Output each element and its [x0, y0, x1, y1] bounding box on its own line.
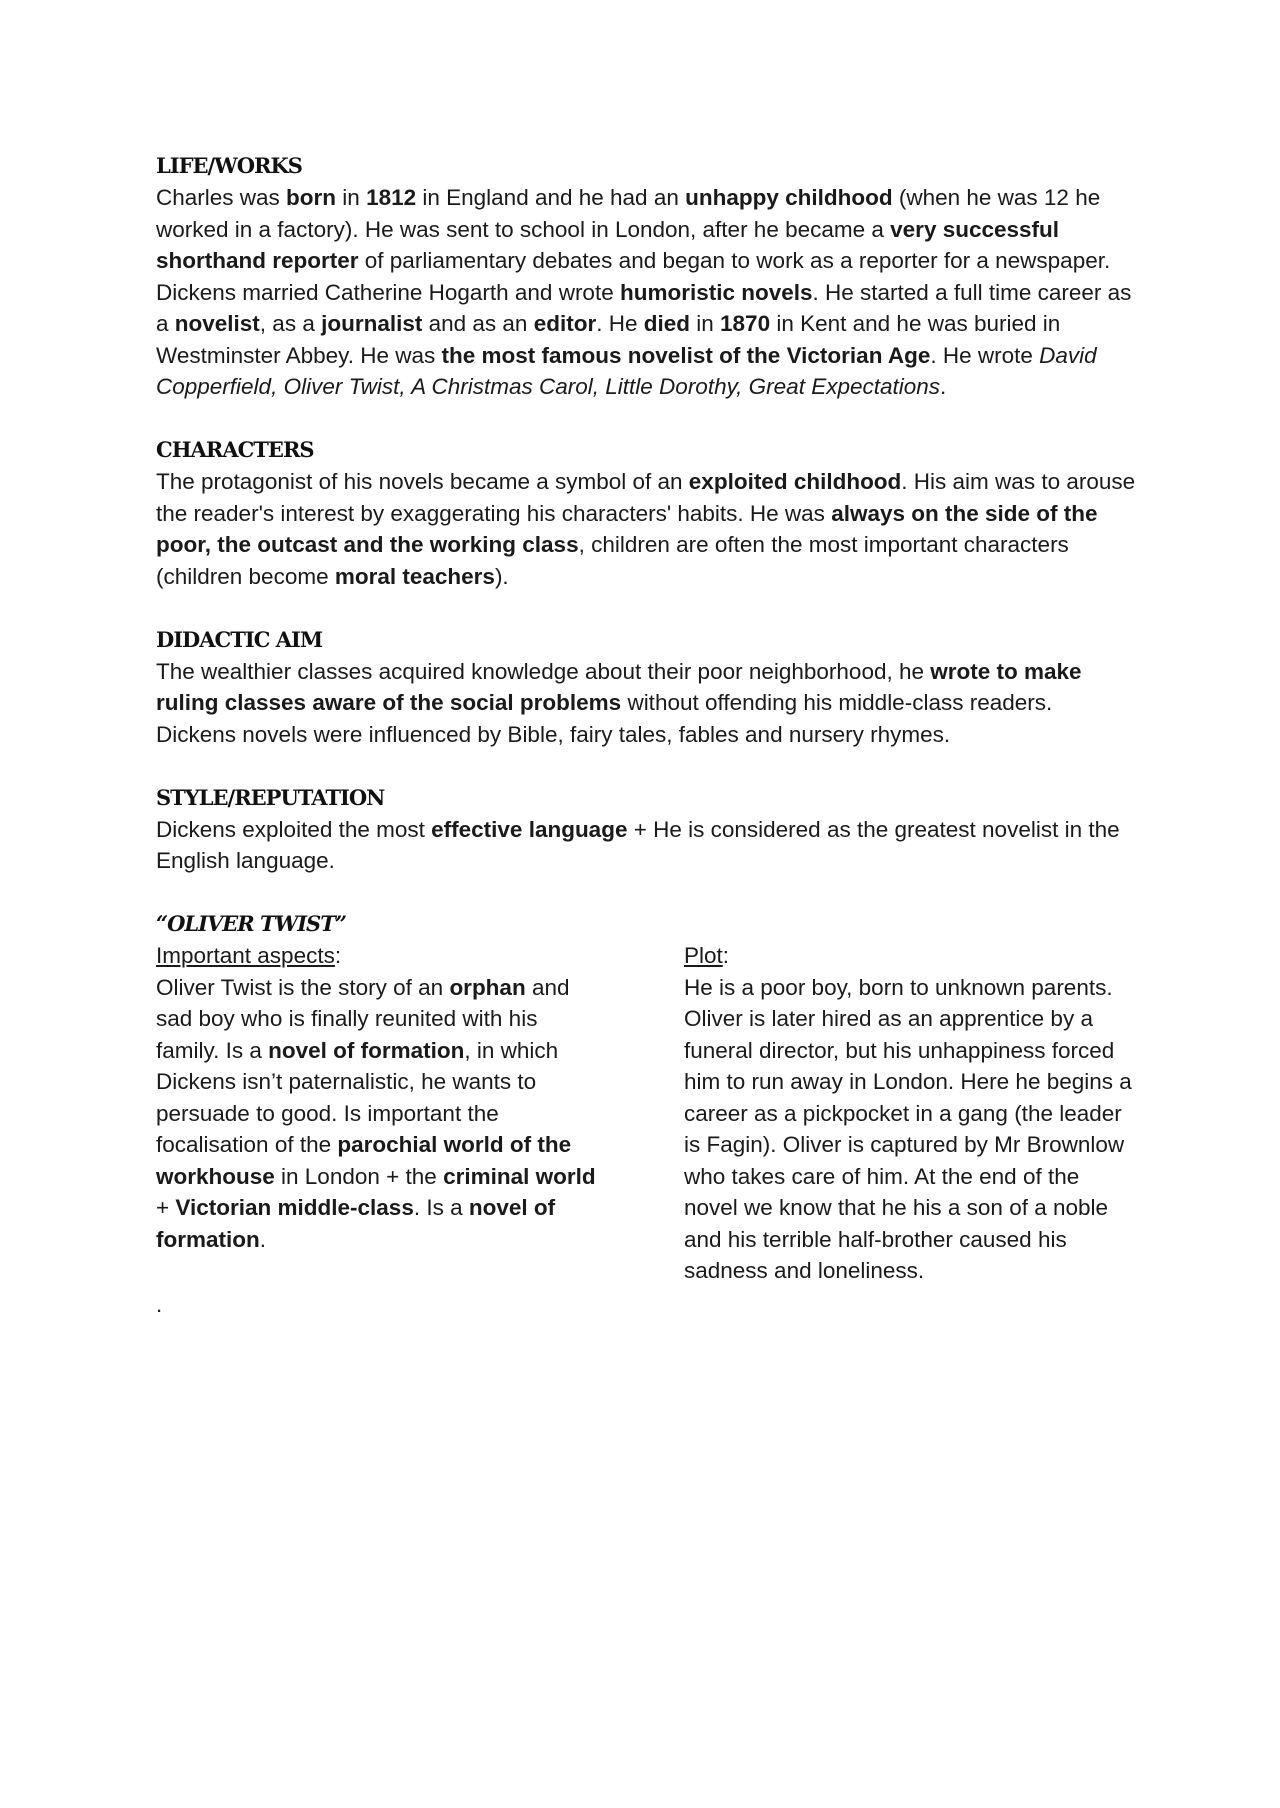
- section-characters: [156, 434, 1136, 592]
- works-list: David Copperfield, Oliver Twist, A Christmas Carol, Little Dorothy, Great Expectations: [156, 342, 1097, 399]
- document-page: [156, 150, 1136, 1320]
- plot-label-line: Plot:: [684, 943, 730, 968]
- section-life-works: [156, 150, 1136, 403]
- heading-characters: CHARACTERS: [156, 437, 314, 462]
- section-oliver-twist: [156, 908, 1136, 1320]
- characters-paragraph: The protagonist of his novels became a symbol of an exploited childhood. His aim was to arouse the reader's interest by exaggerating his characters' habits. He was always on the side of the poor, the outcast and the working class, children are often the most important characters (children become moral teachers).: [156, 469, 1136, 589]
- heading-style-reputation: STYLE/REPUTATION: [156, 784, 385, 810]
- important-aspects-column: [156, 940, 598, 1287]
- heading-life-works: LIFE/WORKS: [156, 153, 302, 178]
- heading-didactic-aim: DIDACTIC AIM: [156, 626, 323, 652]
- oliver-twist-columns: [156, 940, 1136, 1287]
- heading-oliver-twist: “OLIVER TWIST”: [156, 911, 346, 936]
- section-style-reputation: [156, 782, 1136, 877]
- plot-column: [684, 940, 1134, 1287]
- important-aspects-label: Important aspects: [156, 943, 335, 968]
- trailing-dot: .: [156, 1291, 163, 1317]
- didactic-aim-paragraph: The wealthier classes acquired knowledge about their poor neighborhood, he wrote to make ruling classes aware of the social problems without offending his middle-class readers. Dickens novels were influenced by Bible, fairy tales, fables and nursery rhymes.: [156, 658, 1082, 747]
- plot-text: He is a poor boy, born to unknown parents. Oliver is later hired as an apprentice by a funeral director, but his unhappiness forced him to run away in London. Here he begins a career as a pickpocket in a gang (the leader is Fagin). Oliver is captured by Mr Brownlow who takes care of him. At the end of the novel we know that he his a son of a noble and his terrible half-brother caused his sadness and loneliness.: [684, 974, 1132, 1283]
- style-reputation-paragraph: Dickens exploited the most effective language + He is considered as the greatest novelist in the English language.: [156, 816, 1120, 873]
- important-aspects-text: Oliver Twist is the story of an orphan and sad boy who is finally reunited with his family. Is a novel of formation, in which Dickens isn’t paternalistic, he wants to persuade to good. Is important the focalisation of the parochial world of the workhouse in London + the criminal world + Victorian middle-class. Is a novel of formation.: [156, 974, 596, 1252]
- life-works-paragraph: Charles was born in 1812 in England and he had an unhappy childhood (when he was 12 he worked in a factory). He was sent to school in London, after he became a very successful shorthand reporter of parliamentary debates and began to work as a reporter for a newspaper. Dickens married Catherine Hogarth and wrote humoristic novels. He started a full time career as a novelist, as a journalist and as an editor. He died in 1870 in Kent and he was buried in Westminster Abbey. He was the most famous novelist of the Victorian Age. He wrote David Copperfield, Oliver Twist, A Christmas Carol, Little Dorothy, Great Expectations.: [156, 185, 1132, 399]
- plot-label: Plot: [684, 943, 723, 968]
- section-didactic-aim: [156, 624, 1136, 751]
- important-aspects-label-line: Important aspects:: [156, 943, 342, 968]
